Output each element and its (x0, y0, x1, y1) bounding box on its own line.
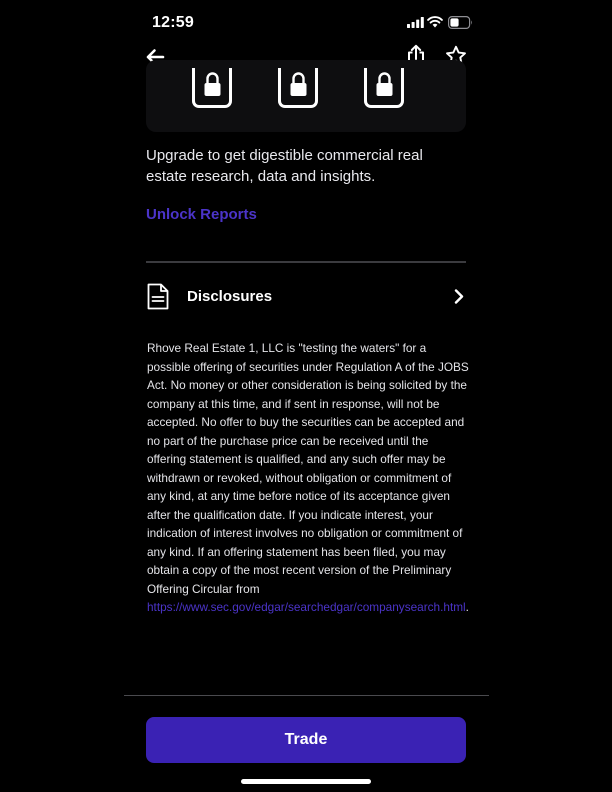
disclosures-title: Disclosures (187, 288, 273, 305)
trade-button[interactable]: Trade (146, 717, 466, 763)
lock-tile (192, 68, 232, 108)
upgrade-text: Upgrade to get digestible commercial real estate research, data and insights. (146, 147, 423, 185)
lock-icon (204, 72, 221, 97)
lock-tile (364, 68, 404, 108)
home-indicator (241, 779, 371, 784)
lock-icon (376, 72, 393, 97)
lock-icon (290, 72, 307, 97)
footer-divider (124, 695, 489, 696)
battery-icon (448, 16, 473, 29)
sec-edgar-link[interactable]: https://www.sec.gov/edgar/searchedgar/companysearch.html (147, 600, 466, 614)
disclosure-trailing: . (465, 600, 469, 614)
status-time: 12:59 (152, 14, 194, 31)
disclosure-body-text: Rhove Real Estate 1, LLC is "testing the waters" for a possible offering of securities under Regulation A of the JOBS Act. No money or other consideration is being solicited by the company at this time, and if sent in response, will not be accepted. No offer to buy the securities can be accepted and no part of the purchase price can be received until the offering statement is qualified, and any such offer may be withdrawn or revoked, without obligation or commitment of any kind, at any time before notice of its acceptance given after the qualification date. If you indicate interest, your indication of interest involves no obligation or commitment of any kind. If an offering statement has been filed, you may obtain a copy of the most recent version of the Preliminary Offering Circular from (147, 341, 469, 596)
signal-icon (407, 17, 424, 28)
chevron-right-icon (454, 289, 464, 304)
locked-reports-card (146, 60, 466, 132)
document-icon (147, 283, 169, 310)
disclosure-text (147, 339, 469, 617)
unlock-reports-link[interactable]: Unlock Reports (146, 206, 257, 223)
section-divider (146, 261, 466, 263)
disclosures-row[interactable] (146, 280, 466, 314)
lock-tile (278, 68, 318, 108)
wifi-icon (427, 15, 443, 28)
